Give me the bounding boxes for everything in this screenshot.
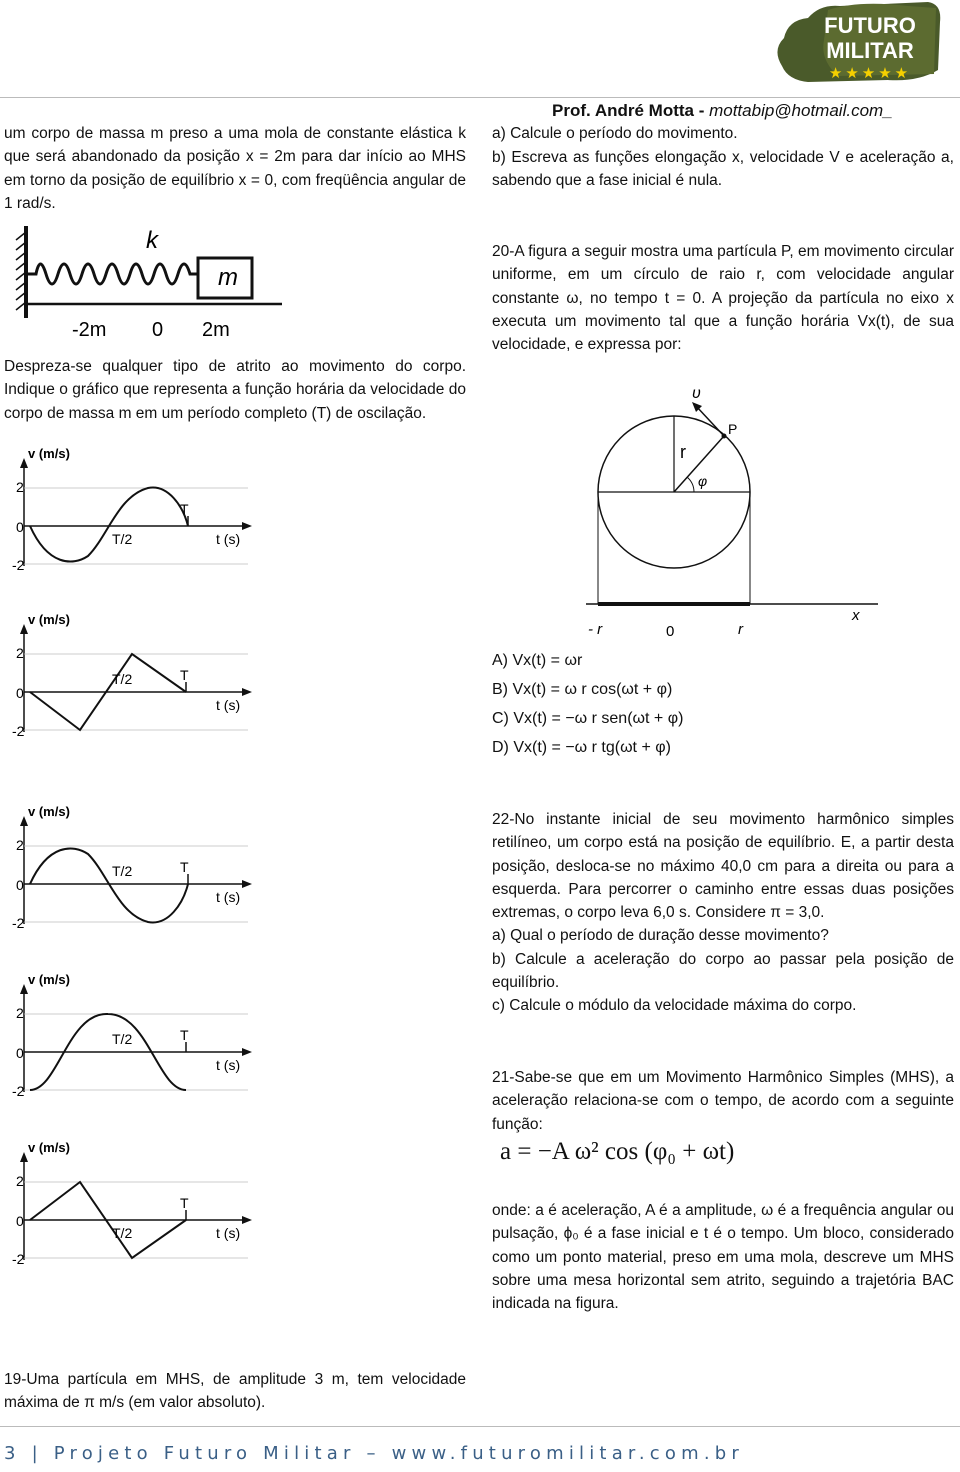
graph3-T-label: T xyxy=(180,859,189,875)
question-20: 20-A figura a seguir mostra uma partícula P, em movimento circular uniforme, em um círculo de raio r, com velocidade angular constante ω, no tempo t = 0. A projeção da partícula no eixo x executa um movimento tal que a função horária Vx(t), de sua velocidade, e expressa por: xyxy=(492,243,954,354)
axis-x-label: x xyxy=(852,607,860,624)
options-list xyxy=(492,646,683,762)
graph2-tick-0: 0 xyxy=(16,685,24,701)
footer-rule xyxy=(0,1426,960,1427)
point-P-label: P xyxy=(728,421,738,437)
graph1-T-label: T xyxy=(180,501,189,517)
graph1-tick-2: 2 xyxy=(16,479,24,495)
question-21-continuation: onde: a é aceleração, A é a amplitude, ω é a frequência angular ou pulsação, ϕ₀ é a fase inicial e t é o tempo. Um bloco, considerado como um ponto material, preso em uma mola, descreve um MHS sobre uma mesa horizontal sem atrito, seguindo a trajetória BAC indicada na figura. xyxy=(492,1202,954,1313)
circle-projection-figure xyxy=(586,378,886,648)
graph4-tick-0: 0 xyxy=(16,1045,24,1061)
graph4-T-label: T xyxy=(180,1027,189,1043)
graph4-tick-2: 2 xyxy=(16,1005,24,1021)
question-22: 22-No instante inicial de seu movimento harmônico simples retilíneo, um corpo está na posição de equilíbrio. E, a partir desta posição, desloca-se no máximo 40,0 cm para a direita ou para a esquerda. Para percorrer o caminho entre essas duas posições extremas, o corpo leva 6,0 s. Considere π = 3,0. xyxy=(492,811,954,922)
graph4-tick-neg2: -2 xyxy=(12,1083,25,1099)
angle-phi-label: φ xyxy=(698,473,708,489)
question-22-b: b) Calcule a aceleração do corpo ao passar pela posição de equilíbrio. xyxy=(492,950,954,992)
axis-plus-r: r xyxy=(738,621,743,638)
velocity-vector-label: υ xyxy=(692,385,701,402)
question-22-a: a) Qual o período de duração desse movimento? xyxy=(492,927,829,945)
question-paragraph: Despreza-se qualquer tipo de atrito ao movimento do corpo. Indique o gráfico que representa a função horária da velocidade do corpo de massa m em um período completo (T) de oscilação. xyxy=(4,358,466,422)
graph5-x-label: t (s) xyxy=(216,1225,241,1241)
option-a: A) Vx(t) = ωr xyxy=(492,652,583,669)
graph3-T2-label: T/2 xyxy=(112,863,133,879)
footer-text: 3 | Projeto Futuro Militar – www.futuromilitar.com.br xyxy=(4,1443,744,1464)
logo-text-futuro: FUTURO xyxy=(824,13,916,38)
graph5-y-label: v (m/s) xyxy=(28,1140,70,1155)
spring-mass-figure xyxy=(10,218,300,346)
axis-zero: 0 xyxy=(666,623,675,640)
graph5-T-label: T xyxy=(180,1195,189,1211)
velocity-graph-4 xyxy=(8,972,258,1102)
graph1-tick-0: 0 xyxy=(16,519,24,535)
position-zero: 0 xyxy=(152,319,164,341)
option-b: B) Vx(t) = ω r cos(ωt + φ) xyxy=(492,681,673,698)
graph2-tick-neg2: -2 xyxy=(12,723,25,739)
option-c: C) Vx(t) = −ω r sen(ωt + φ) xyxy=(492,710,684,727)
logo-text-militar: MILITAR xyxy=(826,38,914,63)
graph5-tick-neg2: -2 xyxy=(12,1251,25,1267)
velocity-graph-5 xyxy=(8,1140,258,1270)
question-22-block xyxy=(492,808,954,1018)
author-name: Prof. André Motta - xyxy=(552,101,710,120)
item-b: b) Escreva as funções elongação x, velocidade V e aceleração a, sabendo que a fase inicial é nula. xyxy=(492,149,954,190)
velocity-graph-1 xyxy=(8,446,258,576)
graph4-x-label: t (s) xyxy=(216,1057,241,1073)
spring-constant-label: k xyxy=(146,227,158,254)
graph2-T2-label: T/2 xyxy=(112,671,133,687)
axis-minus-r: - r xyxy=(588,621,603,638)
graph1-tick-neg2: -2 xyxy=(12,557,25,573)
velocity-graph-2 xyxy=(8,612,258,742)
question-19: 19-Uma partícula em MHS, de amplitude 3 m, tem velocidade máxima de π m/s (em valor absoluto). xyxy=(4,1371,466,1412)
graph5-tick-0: 0 xyxy=(16,1213,24,1229)
graph1-x-label: t (s) xyxy=(216,531,241,547)
author-email: mottabip@hotmail.com_ xyxy=(709,101,893,120)
position-minus-2m: -2m xyxy=(72,319,107,341)
mass-label: m xyxy=(218,264,238,291)
option-d: D) Vx(t) = −ω r tg(ωt + φ) xyxy=(492,739,671,756)
velocity-graph-3 xyxy=(8,804,258,934)
graph4-T2-label: T/2 xyxy=(112,1031,133,1047)
logo-stars: ★★★★★ xyxy=(828,65,912,82)
graph2-tick-2: 2 xyxy=(16,645,24,661)
graph3-tick-neg2: -2 xyxy=(12,915,25,931)
futuro-militar-logo xyxy=(768,0,944,84)
graph2-x-label: t (s) xyxy=(216,697,241,713)
question-22-c: c) Calcule o módulo da velocidade máxima do corpo. xyxy=(492,997,857,1015)
graph3-tick-0: 0 xyxy=(16,877,24,893)
graph4-y-label: v (m/s) xyxy=(28,972,70,987)
header-rule xyxy=(0,97,960,98)
graph1-T2-label: T/2 xyxy=(112,531,133,547)
graph1-y-label: v (m/s) xyxy=(28,446,70,461)
graph3-tick-2: 2 xyxy=(16,837,24,853)
position-2m: 2m xyxy=(202,319,230,341)
graph5-tick-2: 2 xyxy=(16,1173,24,1189)
graph3-y-label: v (m/s) xyxy=(28,804,70,819)
graph3-x-label: t (s) xyxy=(216,889,241,905)
acceleration-formula: a = −A ω² cos (φ₀ + ωt) xyxy=(500,1138,735,1165)
radius-vector-label: r xyxy=(680,442,686,462)
graph5-T2-label: T/2 xyxy=(112,1225,133,1241)
item-a: a) Calcule o período do movimento. xyxy=(492,125,738,142)
question-21: 21-Sabe-se que em um Movimento Harmônico Simples (MHS), a aceleração relaciona-se com o tempo, de acordo com a seguinte função: xyxy=(492,1069,954,1133)
graph2-y-label: v (m/s) xyxy=(28,612,70,627)
graph2-T-label: T xyxy=(180,667,189,683)
author-line xyxy=(552,101,893,121)
intro-paragraph: um corpo de massa m preso a uma mola de constante elástica k que será abandonado da posição x = 2m para dar início ao MHS em torno da posição de equilíbrio x = 0, com freqüência angular de 1 rad/s. xyxy=(4,125,466,212)
